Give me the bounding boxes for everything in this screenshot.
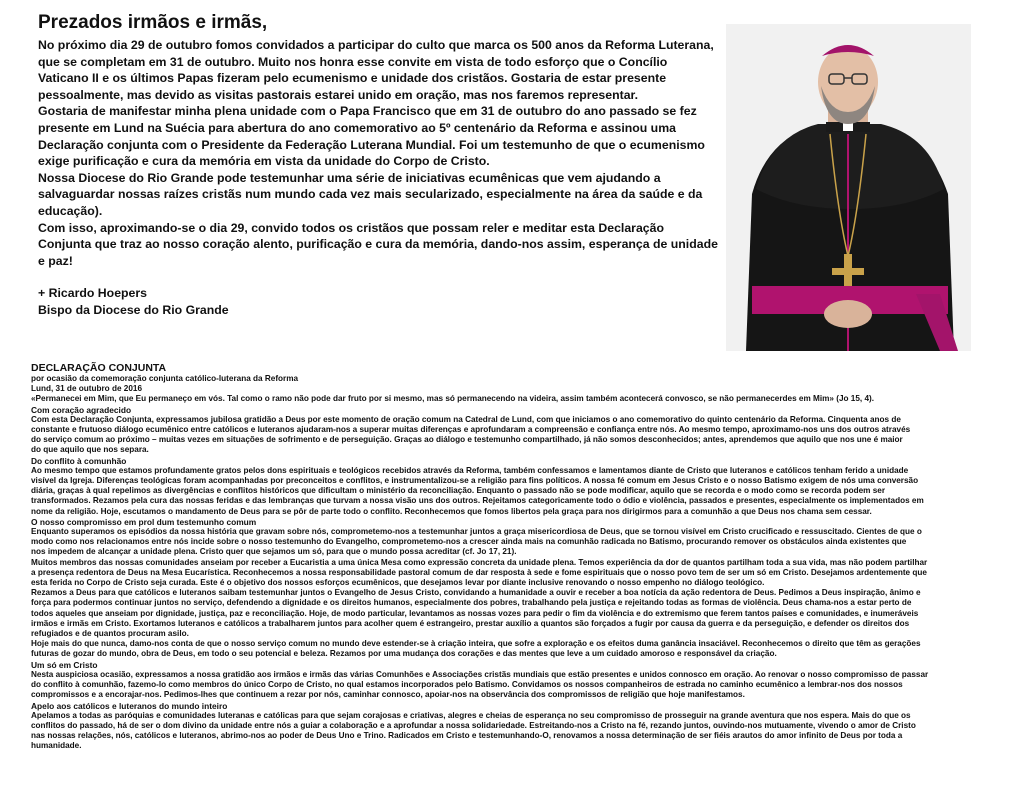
section-line: Rezamos a Deus para que católicos e luteranos saibam testemunhar juntos o Evangelho de Jesus Cristo, convidando a humanidade a ouvir e receber a boa notícia da ação redentora de Deus. Pedimos a Deus inspiração, ânimo e bbox=[31, 588, 921, 598]
spacer bbox=[38, 269, 718, 285]
section-line: diária, graças à qual repelimos as divergências e conflitos históricos que dificultam o ministério da reconciliação. Enquanto o passado não se pode modificar, aquilo que se recorda e o modo como se recorda podem ser bbox=[31, 486, 886, 496]
section-line: nos impedem de alcançar a unidade plena. Cristo quer que sejamos um só, para que o mundo possa acreditar (cf. Jo 17, 21). bbox=[31, 547, 517, 557]
letter-title: Prezados irmãos e irmãs, bbox=[38, 12, 268, 33]
section-line: compromissos e a encorajar-nos. Pedimos-lhes que continuem a rezar por nós, caminhar connosco, apoiar-nos na observância dos compromissos de religião que hoje manifestamos. bbox=[31, 690, 745, 700]
letter-paragraph: Nossa Diocese do Rio Grande pode testemunhar uma série de iniciativas ecumênicas que vem ajudando a salvaguardar nossas raízes cristãs num mundo cada vez mais secularizado, especialmente na área da saúde e da educação). bbox=[38, 170, 703, 218]
section-line: do que aquilo que nos separa. bbox=[31, 445, 149, 455]
letter bbox=[38, 12, 718, 319]
section-line: Apelamos a todas as paróquias e comunidades luteranas e católicas para que sejam corajosas e criativas, alegres e cheias de esperança no seu compromisso de prosseguir na grande aventura que nos espera. Mais do que os bbox=[31, 710, 911, 720]
section-line: transformados. Rezamos pela cura das nossas feridas e das lembranças que turvam a nossa visão uns dos outros. Rejeitamos categoricamente todo o ódio e violência, passados e presentes, especialmente os implementados em bbox=[31, 496, 924, 506]
declaration-subtitle: por ocasião da comemoração conjunta católico-luterana da Reforma bbox=[31, 374, 299, 383]
section-line: refugiados e de quantos procuram asilo. bbox=[31, 629, 189, 639]
section-line: modo como nos relacionamos entre nós incide sobre o nosso testemunho do Evangelho, comprometemo-nos a crescer ainda mais na comunhão radicada no Batismo, procurando remover os obstáculos ainda existentes que bbox=[31, 537, 907, 547]
section-line: visível da Igreja. Diferenças teológicas foram acompanhadas por preconceitos e conflitos, e instrumentalizou-se a religião para fins políticos. A nossa fé comum em Jesus Cristo e o nosso Batismo exigem de nós uma conversão bbox=[31, 476, 919, 486]
section-line: Nesta auspiciosa ocasião, expressamos a nossa gratidão aos irmãos e irmãs das várias Comunhões e Associações cristãs mundiais que estão presentes e unidos connosco em oração. Ao renovar o nosso compromisso de passar bbox=[31, 669, 929, 679]
letter-paragraph: Gostaria de manifestar minha plena unidade com o Papa Francisco que em 31 de outubro do ano passado se fez presente em Lund na Suécia para abertura do ano comemorativo ao 5º centenário da Reforma e assinou uma Declaração conjunta com o Presidente da Federação Luterana Mundial. Foi um testemunho de que o ecumenismo exige purificação e cura da memória em vista da unidade do Corpo de Cristo. bbox=[38, 104, 705, 169]
section-line: irmãos e irmãs em Cristo. Exortamos luteranos e católicos a trabalharem juntos para acolher quem é estrangeiro, prestar auxílio a quantos são forçados a fugir por causa da guerra e da perseguição, e defender os direitos dos bbox=[31, 618, 910, 628]
section-line: força para podermos continuar juntos no serviço, defendendo a dignidade e os direitos humanos, especialmente dos pobres, trabalhando pela justiça e rejeitando todas as formas de violência. Deus chama-nos a estar perto de bbox=[31, 598, 912, 608]
section-line: do serviço comum ao próximo – muitas vezes em situações de sofrimento e de perseguição. Graças ao diálogo e testemunho compartilhado, já não somos desconhecidos; antes, aprendemos que aquilo que nos une é maior bbox=[31, 435, 903, 445]
section-line: do conflito à comunhão, fazemo-lo como membros do único Corpo de Cristo, no qual estamos incorporados pelo Batismo. Convidamos os nossos companheiros de estrada no caminho ecumênico a lembrar-nos dos nossos bbox=[31, 680, 903, 690]
section-line: Muitos membros das nossas comunidades anseiam por receber a Eucaristia a uma única Mesa como expressão concreta da unidade plena. Temos experiência da dor de quantos partilham toda a sua vida, mas não podem partilhar bbox=[31, 557, 928, 567]
section-line: constante e frutuoso diálogo ecumênico entre católicos e luteranos ajudaram-nos a superar muitas diferenças e aprofundaram a compreensão e confiança entre nós. Ao mesmo tempo, aproximamo-nos uns dos outros através bbox=[31, 425, 911, 435]
letter-paragraph: Com isso, aproximando-se o dia 29, convido todos os cristãos que possam reler e meditar esta Declaração Conjunta que traz ao nosso coração alento, purificação e cura da memória, dando-nos assim, esperança de unidade e paz! bbox=[38, 220, 718, 268]
section-heading: Apelo aos católicos e luteranos do mundo inteiro bbox=[31, 700, 228, 711]
section-line: Ao mesmo tempo que estamos profundamente gratos pelos dons espirituais e teológicos recebidos através da Reforma, também confessamos e lamentamos diante de Cristo que luteranos e católicos tenham ferido a unidade bbox=[31, 465, 909, 475]
section-heading: Um só em Cristo bbox=[31, 659, 98, 670]
joint-declaration bbox=[31, 362, 1003, 752]
signature-title: Bispo da Diocese do Rio Grande bbox=[38, 302, 229, 317]
section-line: Enquanto superamos os episódios da nossa história que gravam sobre nós, comprometemo-nos a testemunhar juntos a graça misericordiosa de Deus, que se tornou visível em Cristo crucificado e ressuscitado. Cientes de que o bbox=[31, 527, 922, 537]
declaration-date: Lund, 31 de outubro de 2016 bbox=[31, 384, 143, 394]
declaration-title: DECLARAÇÃO CONJUNTA bbox=[31, 362, 167, 374]
section-line: esta ferida no Corpo de Cristo seja curada. Este é o objetivo dos nossos esforços ecumênicos, que desejamos levar por diante inclusive renovando o nosso empenho no diálogo teológico. bbox=[31, 578, 765, 588]
section-heading: Com coração agradecido bbox=[31, 404, 132, 415]
section-line: conflitos do passado, há de ser o dom divino da unidade entre nós a guiar a colaboração e a aprofundar a nossa solidariedade. Estreitando-nos a Cristo na fé, rezando juntos, ouvindo-nos mutuamente, vivendo o amor de Cristo bbox=[31, 720, 916, 730]
section-line: nas nossas relações, nós, católicos e luteranos, abrimo-nos ao poder de Deus Uno e Trino. Radicados em Cristo e testemunhando-O, renovamos a nossa determinação de ser fiéis arautos do amor infinito de Deus por toda a bbox=[31, 731, 903, 741]
letter-paragraph: No próximo dia 29 de outubro fomos convidados a participar do culto que marca os 500 anos da Reforma Luterana, que se completam em 31 de outubro. Muito nos honra esse convite em vista de todo esforço que o Concílio Vaticano II e os últimos Papas fizeram pelo ecumenismo e unidade dos cristãos. Gostaria de estar presente pessoalmente, mas devido as visitas pastorais estarei unido em oração, mas nos faremos representar. bbox=[38, 38, 714, 102]
signature-name: + Ricardo Hoepers bbox=[38, 286, 148, 301]
declaration-quote: «Permanecei em Mim, que Eu permaneço em vós. Tal como o ramo não pode dar fruto por si mesmo, mas só permanecendo na videira, assim também acontecerá convosco, se não permanecerdes em Mim» (Jo 15, 4). bbox=[31, 394, 874, 404]
section-heading: O nosso compromisso em prol dum testemunho comum bbox=[31, 516, 257, 527]
section-line: todos aqueles que anseiam por dignidade, justiça, paz e reconciliação. Hoje, de modo particular, levantamos as nossas vozes para pedir o fim da violência e do extremismo que ferem tantos países e comunidades, e inumeráveis bbox=[31, 608, 919, 618]
section-line: a presença redentora de Deus na Mesa Eucarística. Reconhecemos a nossa responsabilidade pastoral comum de dar resposta à sede e fome espirituais que o nosso povo tem de ser um só em Cristo. Desejamos ardentemente que bbox=[31, 567, 927, 577]
section-line: Hoje mais do que nunca, damo-nos conta de que o nosso serviço comum no mundo deve estender-se à criação inteira, que sofre a exploração e os efeitos duma ganância insaciável. Reconhecemos o direito que têm as gerações bbox=[31, 639, 921, 649]
section-line: futuras de gozar do mundo, obra de Deus, em todo o seu potencial e beleza. Rezamos por uma mudança dos corações e das mentes que leve a um cuidado amoroso e responsável da criação. bbox=[31, 649, 777, 659]
section-line: Com esta Declaração Conjunta, expressamos jubilosa gratidão a Deus por este momento de oração comum na Catedral de Lund, com que iniciamos o ano comemorativo do quinto centenário da Reforma. Cinquenta anos de bbox=[31, 414, 901, 424]
section-line: humanidade. bbox=[31, 741, 82, 751]
section-heading: Do conflito à comunhão bbox=[31, 455, 127, 466]
bishop-portrait bbox=[726, 24, 971, 351]
section-line: nome da religião. Hoje, escutamos o mandamento de Deus para se pôr de parte todo o conflito. Reconhecemos que fomos libertos pela graça para nos dirigirmos para a comunhão a que Deus nos chama sem cessar. bbox=[31, 506, 872, 516]
